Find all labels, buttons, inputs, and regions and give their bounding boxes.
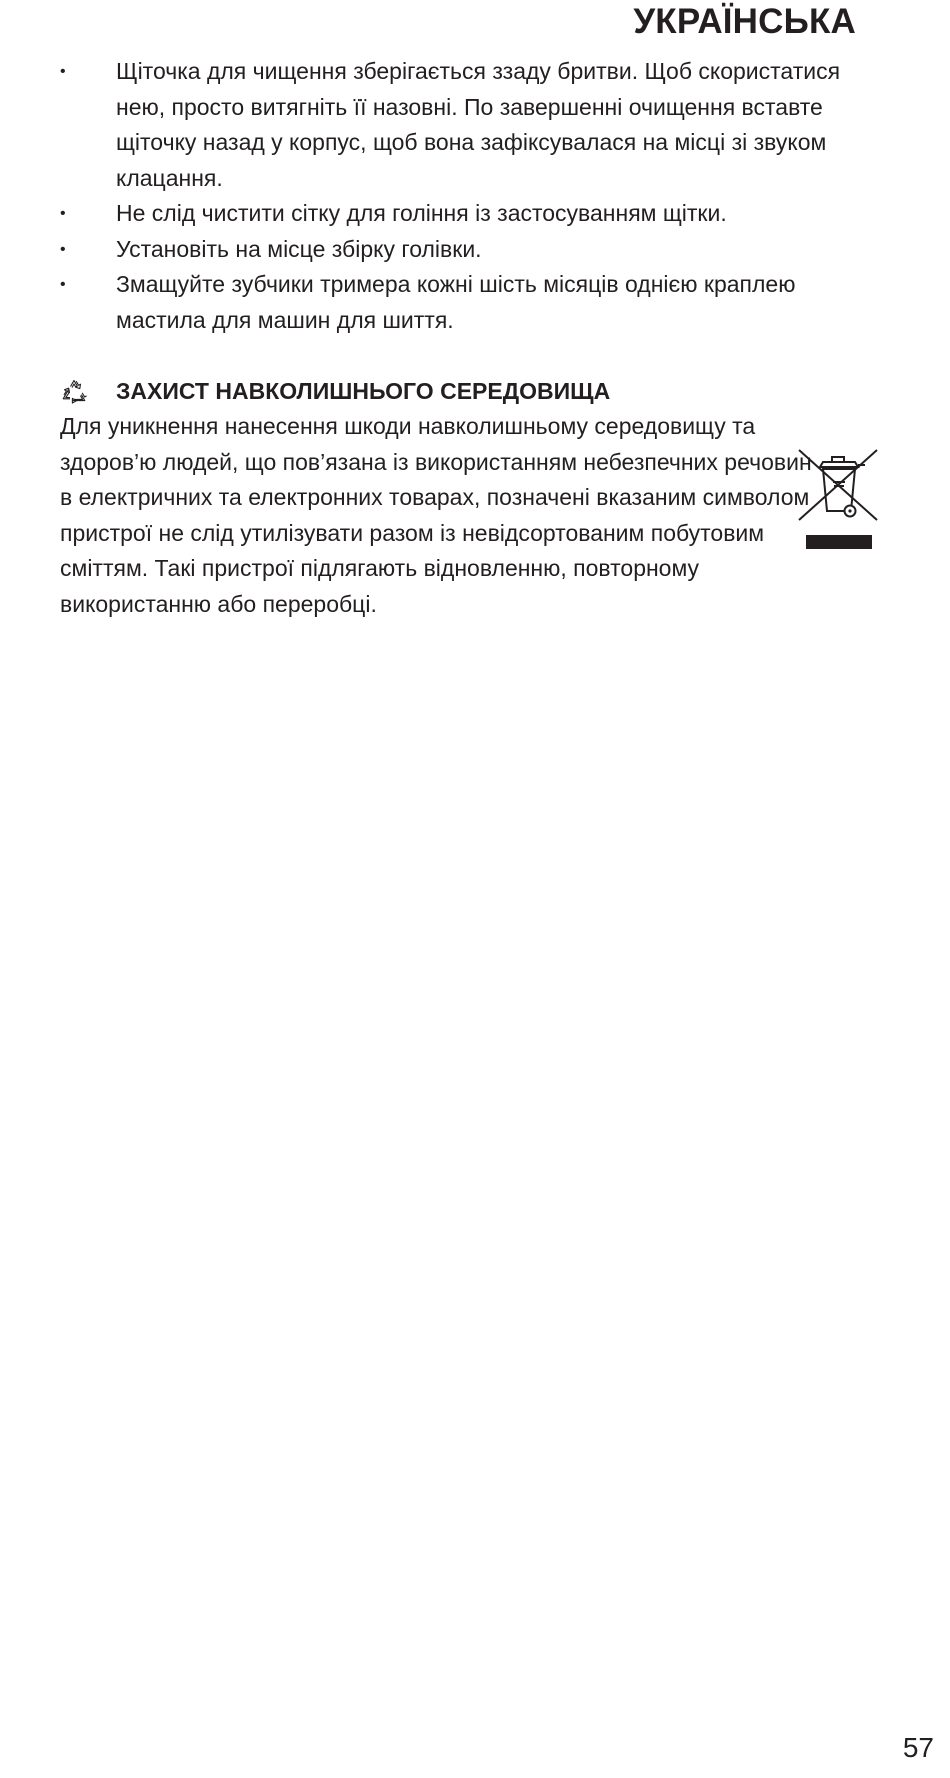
page-title: УКРАЇНСЬКА — [633, 2, 856, 41]
list-item — [60, 232, 890, 268]
bullet-marker: • — [60, 63, 66, 80]
cleaning-instructions-list — [60, 54, 890, 338]
page-number: 57 — [902, 1732, 934, 1763]
crossed-out-wheelie-bin-icon — [797, 446, 879, 552]
list-item-text: Змащуйте зубчики тримера кожні шість місяців однією краплею мастила для машин для шиття. — [116, 271, 796, 333]
environment-section-heading — [60, 373, 890, 409]
list-item-text: Щіточка для чищення зберігається ззаду бритви. Щоб скористатися нею, просто витягніть її назовні. По завершенні очищення вставте щіточку назад у корпус, щоб вона зафіксувалася на місці зі звуком клацання. — [116, 58, 841, 191]
list-item — [60, 196, 890, 232]
list-item — [60, 267, 890, 338]
list-item-text: Не слід чистити сітку для гоління із застосуванням щітки. — [116, 200, 727, 226]
list-item-text: Установіть на місце збірку голівки. — [116, 235, 482, 262]
bullet-marker: • — [60, 276, 66, 293]
section-heading-text: ЗАХИСТ НАВКОЛИШНЬОГО СЕРЕДОВИЩА — [116, 378, 611, 404]
recycle-icon — [60, 377, 88, 405]
list-item — [60, 54, 890, 196]
bullet-marker: • — [60, 240, 66, 258]
bullet-marker: • — [60, 205, 66, 222]
environment-paragraph: Для уникнення нанесення шкоди навколишньому середовищу та здоров’ю людей, що пов’язана із використанням небезпечних речовин в електричних та електронних товарах, позначені вказаним символом пристрої не слід утилізувати разом із невідсортованим побутовим сміттям. Такі пристрої підлягають відновленню, повторному використанню або переробці. — [60, 413, 812, 617]
